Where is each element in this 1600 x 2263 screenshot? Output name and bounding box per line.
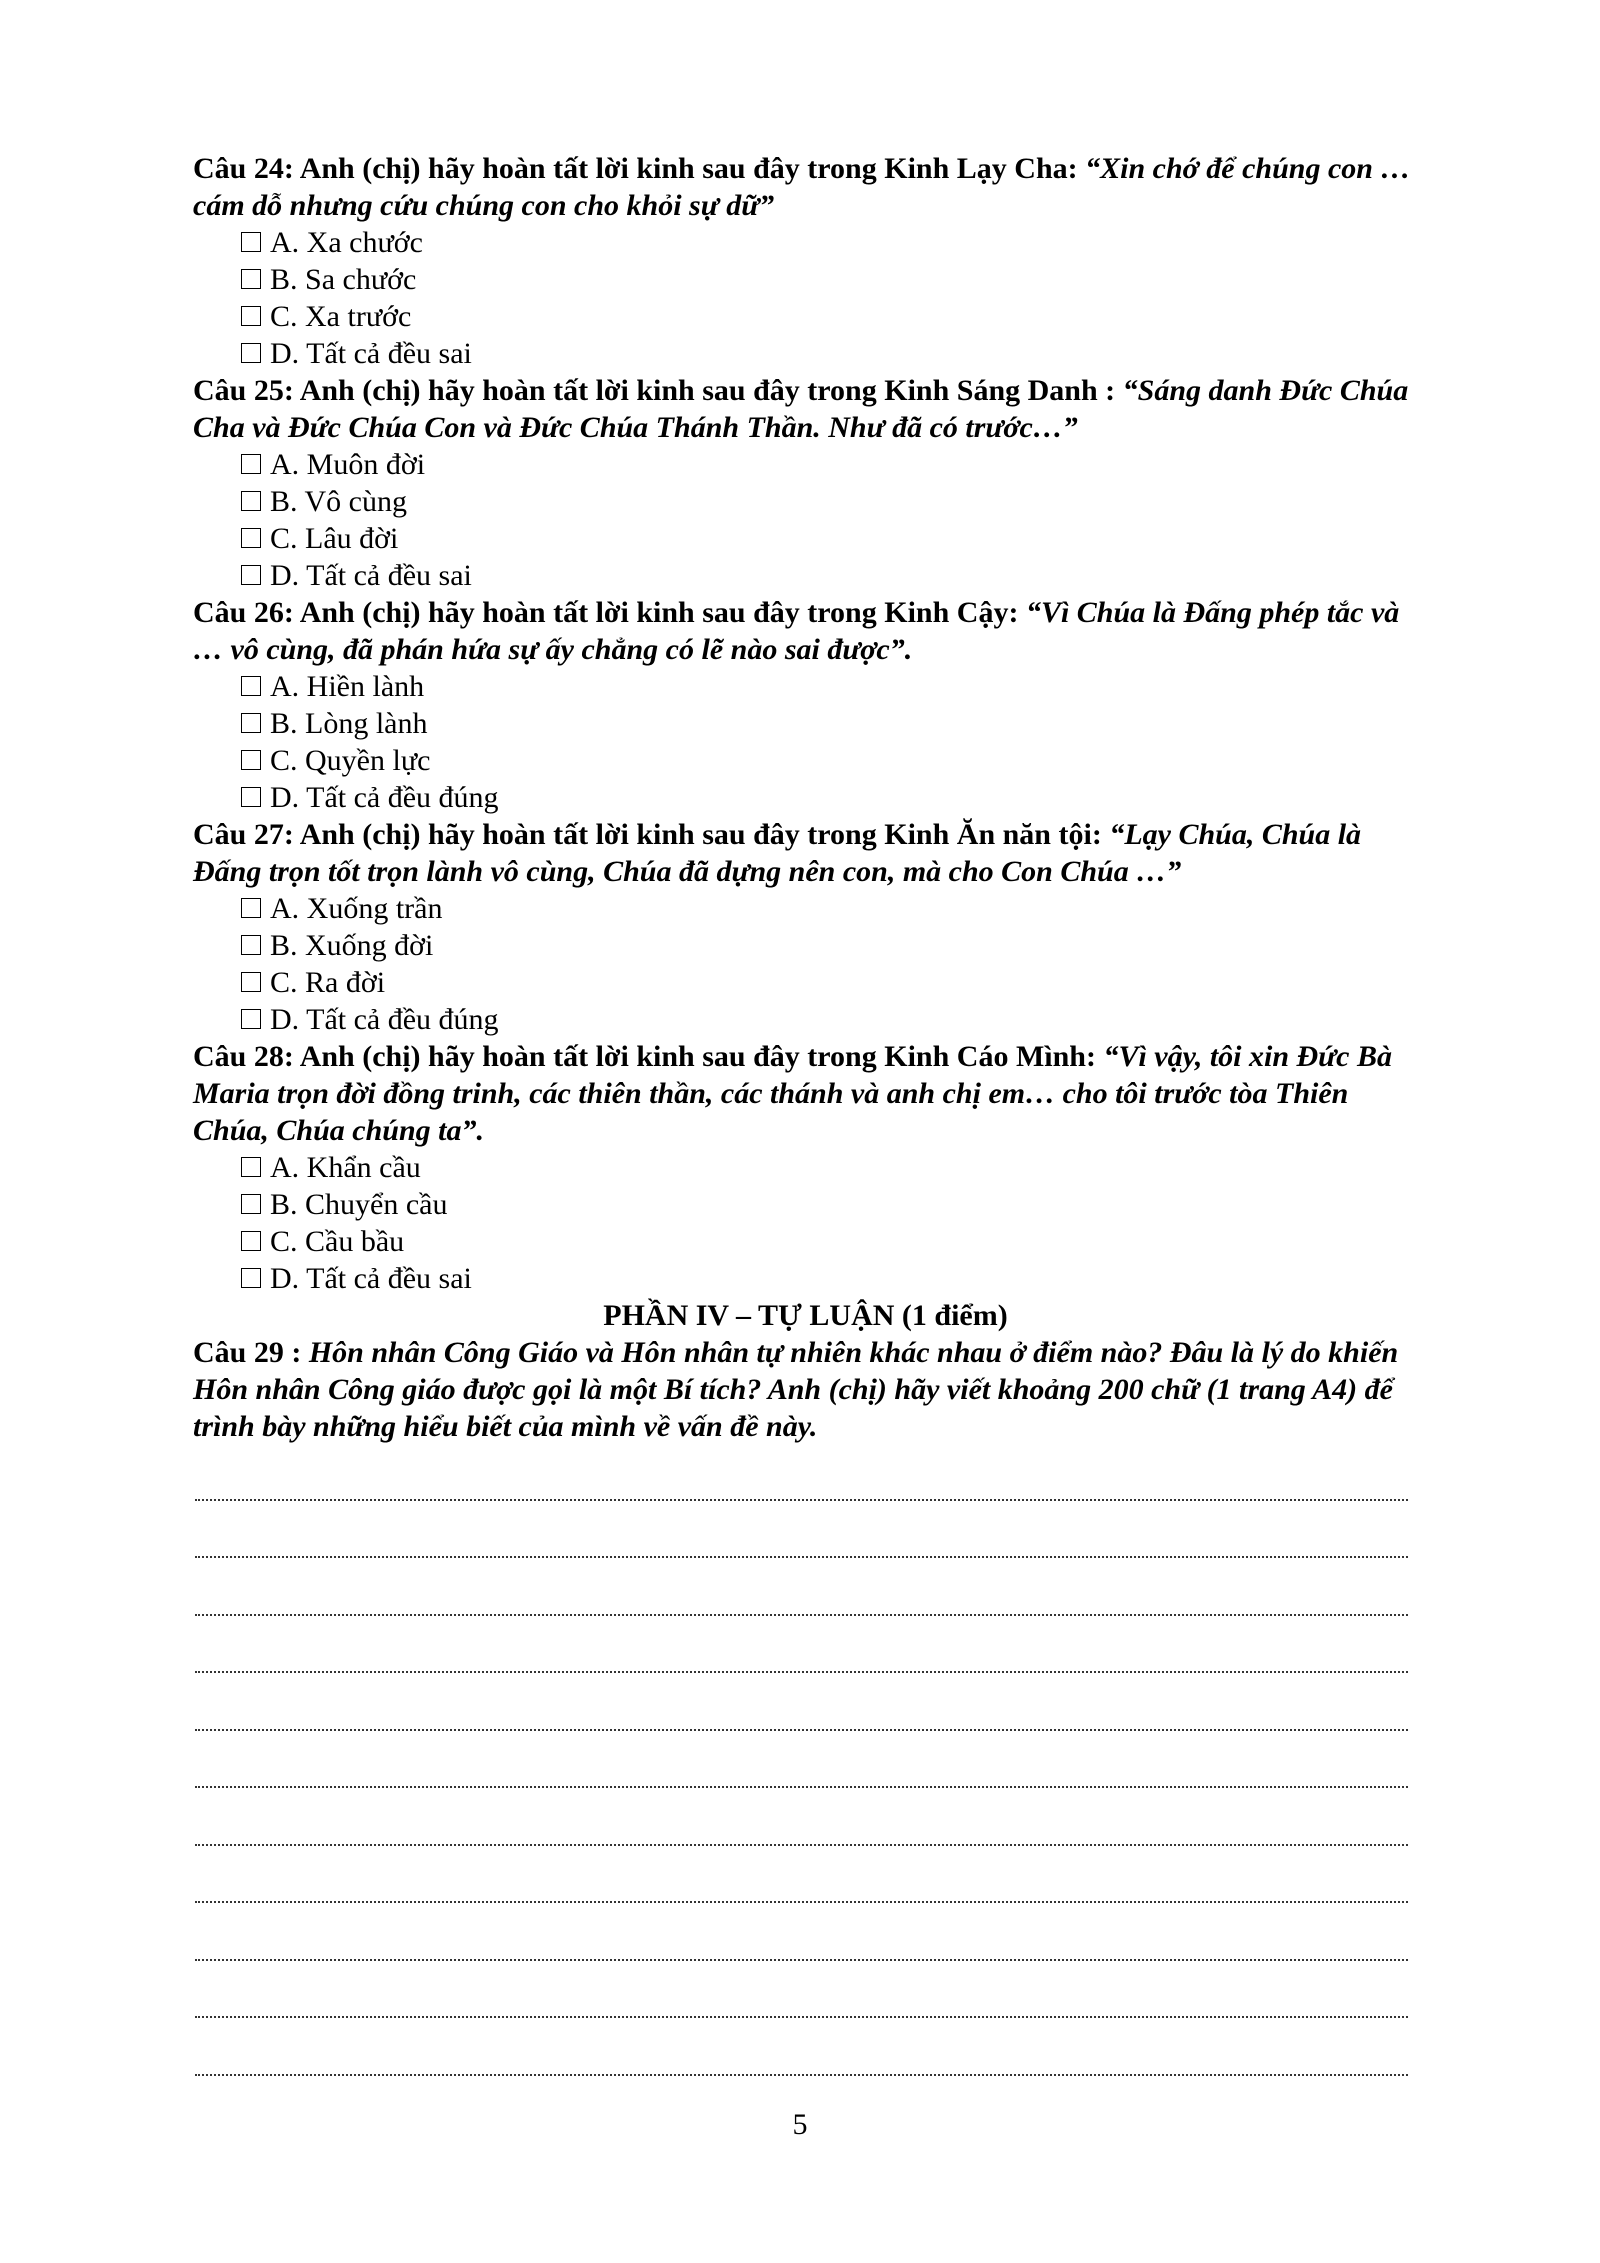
option-label: D. Tất cả đều đúng	[270, 781, 499, 814]
question-26-quote: “Vì Chúa là Đấng phép tắc và … vô cùng, đã phán hứa sự ấy chẳng có lẽ nào sai được”.	[193, 596, 1400, 666]
question-24-option-d[interactable]	[193, 335, 1418, 372]
dotted-rule	[195, 1901, 1408, 1903]
option-label: B. Chuyển cầu	[270, 1188, 448, 1221]
option-label: A. Xuống trần	[270, 892, 443, 925]
question-25-option-a[interactable]	[193, 446, 1418, 483]
question-27-text	[193, 816, 1418, 890]
option-label: D. Tất cả đều sai	[270, 337, 472, 370]
question-28-text	[193, 1038, 1418, 1149]
checkbox-icon[interactable]	[241, 1268, 261, 1288]
question-24-option-c[interactable]	[193, 298, 1418, 335]
checkbox-icon[interactable]	[241, 454, 261, 474]
option-label: B. Sa chước	[270, 263, 417, 296]
option-label: A. Hiền lành	[270, 670, 425, 703]
option-label: A. Muôn đời	[270, 448, 426, 481]
question-28-options	[193, 1149, 1418, 1297]
option-label: D. Tất cả đều đúng	[270, 1003, 499, 1036]
dotted-rule	[195, 1499, 1408, 1501]
option-label: C. Lâu đời	[270, 522, 399, 555]
question-26-option-c[interactable]	[193, 742, 1418, 779]
essay-question-body: Hôn nhân Công Giáo và Hôn nhân tự nhiên khác nhau ở điểm nào? Đâu là lý do khiến Hôn nhân Công giáo được gọi là một Bí tích? Anh (chị) hãy viết khoảng 200 chữ (1 trang A4) để trình bày những hiểu biết của mình về vấn đề này.	[193, 1336, 1399, 1443]
question-28-quote: “Vì vậy, tôi xin Đức Bà Maria trọn đời đồng trinh, các thiên thần, các thánh và anh chị em… cho tôi trước tòa Thiên Chúa, Chúa chúng ta”.	[193, 1040, 1392, 1147]
answer-line[interactable]	[193, 1685, 1418, 1743]
question-26-label: Câu 26:	[193, 596, 294, 629]
answer-line[interactable]	[193, 1743, 1418, 1801]
question-28-option-c[interactable]	[193, 1223, 1418, 1260]
checkbox-icon[interactable]	[241, 676, 261, 696]
question-27-option-c[interactable]	[193, 964, 1418, 1001]
question-27-option-d[interactable]	[193, 1001, 1418, 1038]
option-label: B. Lòng lành	[270, 707, 428, 740]
question-25-option-c[interactable]	[193, 520, 1418, 557]
dotted-rule	[195, 1556, 1408, 1558]
question-27-quote: “Lạy Chúa, Chúa là Đấng trọn tốt trọn lành vô cùng, Chúa đã dựng nên con, mà cho Con Chúa …”	[193, 818, 1362, 888]
question-24-text	[193, 150, 1418, 224]
question-25-text	[193, 372, 1418, 446]
option-label: C. Cầu bầu	[270, 1225, 405, 1258]
checkbox-icon[interactable]	[241, 787, 261, 807]
checkbox-icon[interactable]	[241, 1231, 261, 1251]
question-24-prompt: Anh (chị) hãy hoàn tất lời kinh sau đây trong Kinh Lạy Cha:	[293, 152, 1086, 185]
question-27-option-a[interactable]	[193, 890, 1418, 927]
dotted-rule	[195, 1844, 1408, 1846]
checkbox-icon[interactable]	[241, 972, 261, 992]
question-25-label: Câu 25:	[193, 374, 294, 407]
checkbox-icon[interactable]	[241, 898, 261, 918]
checkbox-icon[interactable]	[241, 528, 261, 548]
question-28-option-b[interactable]	[193, 1186, 1418, 1223]
answer-line[interactable]	[193, 1570, 1418, 1628]
question-27-prompt: Anh (chị) hãy hoàn tất lời kinh sau đây trong Kinh Ăn năn tội:	[293, 818, 1110, 851]
question-27-label: Câu 27:	[193, 818, 294, 851]
option-label: A. Khẩn cầu	[270, 1151, 421, 1184]
dotted-rule	[195, 1614, 1408, 1616]
checkbox-icon[interactable]	[241, 1157, 261, 1177]
question-28-label: Câu 28:	[193, 1040, 294, 1073]
question-24-option-a[interactable]	[193, 224, 1418, 261]
question-25	[193, 372, 1418, 594]
checkbox-icon[interactable]	[241, 306, 261, 326]
checkbox-icon[interactable]	[241, 491, 261, 511]
essay-question	[193, 1334, 1418, 1445]
checkbox-icon[interactable]	[241, 1194, 261, 1214]
dotted-rule	[195, 2016, 1408, 2018]
dotted-rule	[195, 1786, 1408, 1788]
question-26-option-d[interactable]	[193, 779, 1418, 816]
question-25-option-b[interactable]	[193, 483, 1418, 520]
answer-line[interactable]	[193, 2030, 1418, 2088]
option-label: A. Xa chước	[270, 226, 423, 259]
checkbox-icon[interactable]	[241, 935, 261, 955]
question-28	[193, 1038, 1418, 1297]
question-24	[193, 150, 1418, 372]
option-label: D. Tất cả đều sai	[270, 559, 472, 592]
answer-line[interactable]	[193, 1915, 1418, 1973]
answer-line[interactable]	[193, 1513, 1418, 1571]
answer-line[interactable]	[193, 1628, 1418, 1686]
exam-page	[193, 150, 1418, 2088]
answer-line[interactable]	[193, 1858, 1418, 1916]
question-25-quote: “Sáng danh Đức Chúa Cha và Đức Chúa Con và Đức Chúa Thánh Thần. Như đã có trước…”	[193, 374, 1409, 444]
checkbox-icon[interactable]	[241, 565, 261, 585]
question-26-prompt: Anh (chị) hãy hoàn tất lời kinh sau đây trong Kinh Cậy:	[293, 596, 1026, 629]
question-26-text	[193, 594, 1418, 668]
question-25-option-d[interactable]	[193, 557, 1418, 594]
answer-line[interactable]	[193, 1973, 1418, 2031]
checkbox-icon[interactable]	[241, 750, 261, 770]
question-28-option-d[interactable]	[193, 1260, 1418, 1297]
question-25-prompt: Anh (chị) hãy hoàn tất lời kinh sau đây trong Kinh Sáng Danh :	[293, 374, 1123, 407]
answer-line[interactable]	[193, 1455, 1418, 1513]
option-label: C. Ra đời	[270, 966, 386, 999]
essay-question-label: Câu 29 :	[193, 1336, 302, 1369]
question-24-quote: “Xin chớ để chúng con … cám dỗ nhưng cứu chúng con cho khỏi sự dữ”	[193, 152, 1411, 222]
question-25-options	[193, 446, 1418, 594]
option-label: B. Xuống đời	[270, 929, 434, 962]
question-28-option-a[interactable]	[193, 1149, 1418, 1186]
option-label: B. Vô cùng	[270, 485, 407, 518]
question-24-options	[193, 224, 1418, 372]
option-label: C. Xa trước	[270, 300, 412, 333]
dotted-rule	[195, 1729, 1408, 1731]
question-27	[193, 816, 1418, 1038]
dotted-rule	[195, 2074, 1408, 2076]
question-24-option-b[interactable]	[193, 261, 1418, 298]
question-26-options	[193, 668, 1418, 816]
answer-area[interactable]	[193, 1455, 1418, 2088]
dotted-rule	[195, 1671, 1408, 1673]
page-number: 5	[792, 2108, 808, 2141]
checkbox-icon[interactable]	[241, 269, 261, 289]
question-26-option-b[interactable]	[193, 705, 1418, 742]
option-label: D. Tất cả đều sai	[270, 1262, 472, 1295]
question-28-prompt: Anh (chị) hãy hoàn tất lời kinh sau đây trong Kinh Cáo Mình:	[293, 1040, 1104, 1073]
answer-line[interactable]	[193, 1800, 1418, 1858]
question-24-label: Câu 24:	[193, 152, 294, 185]
option-label: C. Quyền lực	[270, 744, 431, 777]
section-title: PHẦN IV – TỰ LUẬN (1 điểm)	[603, 1299, 1008, 1332]
checkbox-icon[interactable]	[241, 343, 261, 363]
question-27-option-b[interactable]	[193, 927, 1418, 964]
question-26	[193, 594, 1418, 816]
checkbox-icon[interactable]	[241, 232, 261, 252]
checkbox-icon[interactable]	[241, 1009, 261, 1029]
question-26-option-a[interactable]	[193, 668, 1418, 705]
dotted-rule	[195, 1959, 1408, 1961]
checkbox-icon[interactable]	[241, 713, 261, 733]
question-27-options	[193, 890, 1418, 1038]
